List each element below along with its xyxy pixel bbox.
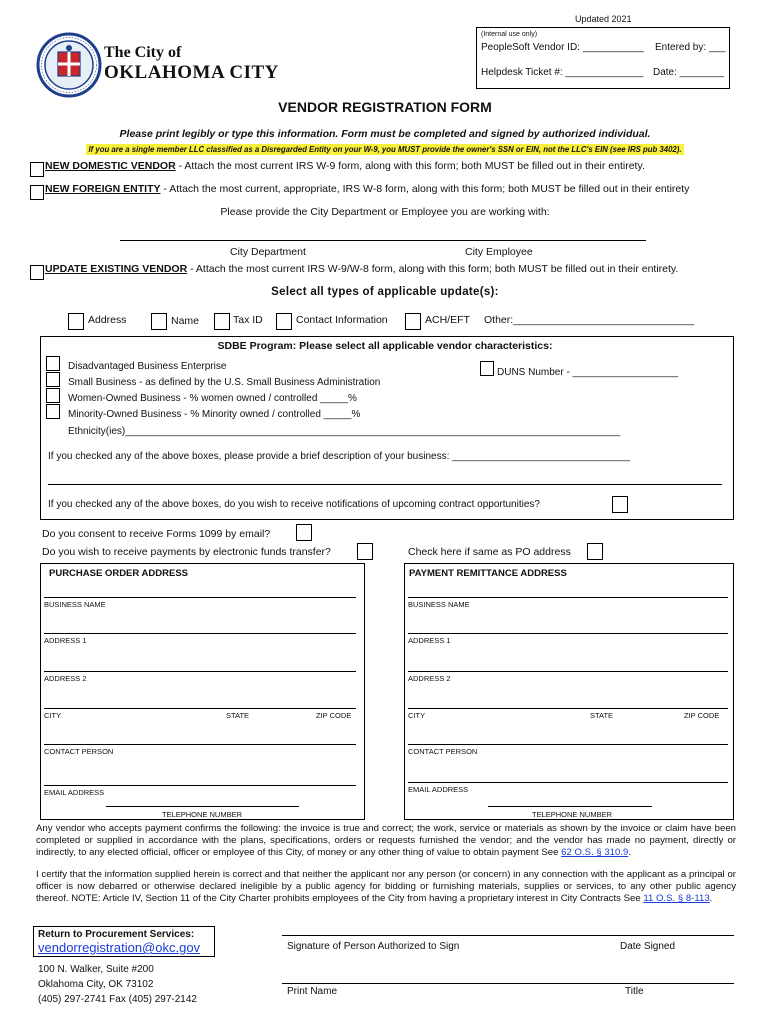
city-employee-label: City Employee [465, 246, 533, 258]
remit-address2-line[interactable] [408, 671, 728, 672]
payment-confirmation-text: Any vendor who accepts payment confirms the following: the invoice is true and correct; the work, service or materials as shown by the invoice or claim have been completed or supplied in accordance with the plans, specifications, orders or requests furnished the vendor; and the vendor has made no payment, directly or indirectly, to any elected official, officer or employee of this City, of money or any other thing of value to obtain payment See [36, 823, 736, 858]
eft-question: Do you wish to receive payments by electronic funds transfer? [42, 546, 331, 558]
title-label: Title [625, 986, 644, 997]
internal-use-box [476, 27, 730, 89]
same-as-po-checkbox[interactable] [587, 543, 603, 560]
city-name-line1: The City of [104, 44, 182, 61]
update-name-label: Name [171, 315, 200, 327]
remit-contact-line[interactable] [408, 744, 728, 745]
sdbe-item-minority-owned[interactable]: Minority-Owned Business - % Minority owned / controlled _____% [68, 409, 361, 420]
signature-label: Signature of Person Authorized to Sign [287, 941, 460, 952]
po-business-name-line[interactable] [44, 597, 356, 598]
update-tax-id-label: Tax ID [233, 314, 263, 326]
po-phone-label: TELEPHONE NUMBER [162, 810, 243, 819]
update-contact-checkbox[interactable] [276, 313, 292, 330]
city-department-label: City Department [230, 246, 306, 258]
update-ach-label: ACH/EFT [425, 314, 470, 326]
remit-city-line[interactable] [408, 708, 728, 709]
po-city-line[interactable] [44, 708, 356, 709]
helpdesk-ticket-field[interactable]: Helpdesk Ticket #: ______________ [481, 67, 644, 78]
duns-number-field[interactable]: DUNS Number - ___________________ [497, 367, 679, 378]
po-business-name-label: BUSINESS NAME [44, 600, 106, 609]
sdbe-women-owned-checkbox[interactable] [46, 388, 60, 403]
city-seal [36, 32, 102, 98]
remit-business-name-label: BUSINESS NAME [408, 600, 470, 609]
llc-note: If you are a single member LLC classified as a Disregarded Entity on your W-9, you MUST provide the owner's SSN or EIN, not the LLC's EIN (see IRS pub 3402). [88, 145, 682, 154]
po-address2-line[interactable] [44, 671, 356, 672]
certification-end: . [709, 892, 713, 904]
po-email-line[interactable] [44, 785, 356, 786]
eft-checkbox[interactable] [357, 543, 373, 560]
update-types-heading: Select all types of applicable update(s): [271, 286, 499, 298]
statute-62-link[interactable]: 62 O.S. § 310.9 [561, 846, 629, 858]
print-name-label: Print Name [287, 986, 338, 997]
po-zip-label: ZIP CODE [316, 711, 352, 720]
vendor-id-field[interactable]: PeopleSoft Vendor ID: ___________ [481, 42, 644, 53]
remit-heading: PAYMENT REMITTANCE ADDRESS [409, 568, 567, 579]
payment-confirmation-paragraph [36, 823, 736, 858]
update-address-checkbox[interactable] [68, 313, 84, 330]
sdbe-item-small-business: Small Business - as defined by the U.S. Small Business Administration [68, 377, 381, 388]
sdbe-heading: SDBE Program: Please select all applicable vendor characteristics: [217, 340, 553, 352]
updated-label: Updated 2021 [575, 14, 632, 24]
statute-11-link[interactable]: 11 O.S. § 8-113 [643, 892, 710, 904]
certification-paragraph [36, 869, 736, 904]
remit-email-label: EMAIL ADDRESS [408, 785, 469, 794]
department-prompt: Please provide the City Department or Employee you are working with: [220, 206, 550, 218]
print-name-line[interactable] [282, 983, 734, 984]
sdbe-item-dbe: Disadvantaged Business Enterprise [68, 361, 227, 372]
update-address-label: Address [88, 314, 127, 326]
internal-use-label: (Internal use only) [481, 31, 538, 38]
po-address1-label: ADDRESS 1 [44, 636, 87, 645]
vendor-registration-email-link[interactable]: vendorregistration@okc.gov [38, 940, 201, 955]
business-description-line-2[interactable] [48, 484, 722, 485]
new-foreign-entity-row [45, 183, 689, 195]
po-heading: PURCHASE ORDER ADDRESS [49, 568, 188, 579]
remit-address1-label: ADDRESS 1 [408, 636, 451, 645]
new-foreign-entity-checkbox[interactable] [30, 185, 44, 200]
update-existing-vendor-text: - Attach the most current IRS W-9/W-8 form, along with this form; both MUST be filled out in their entirety. [187, 263, 679, 275]
sdbe-item-women-owned[interactable]: Women-Owned Business - % women owned / controlled _____% [68, 393, 357, 404]
date-field[interactable]: Date: ________ [653, 67, 725, 78]
remit-state-label: STATE [590, 711, 614, 720]
update-ach-checkbox[interactable] [405, 313, 421, 330]
new-domestic-vendor-label: NEW DOMESTIC VENDOR [45, 160, 176, 172]
new-domestic-vendor-checkbox[interactable] [30, 162, 44, 177]
sdbe-small-business-checkbox[interactable] [46, 372, 60, 387]
new-domestic-vendor-row [45, 160, 645, 172]
remit-phone-line[interactable] [488, 806, 652, 807]
update-tax-id-checkbox[interactable] [214, 313, 230, 330]
update-contact-label: Contact Information [296, 314, 388, 326]
po-email-label: EMAIL ADDRESS [44, 788, 105, 797]
certification-text: I certify that the information supplied herein is correct and that neither the applicant nor any person (or concern) in any connection with the applicant as a principal or officer is now debarred or otherwise declared ineligible by a public agency for bidding or furnishing materials, supplies or services, to any other public agency thereof. NOTE: Article IV, Section 11 of the City Charter prohibits employees of the City from having a proprietary interest in City Contracts See [36, 869, 736, 904]
update-other-field[interactable]: Other:_______________________________ [484, 314, 695, 326]
duns-checkbox[interactable] [480, 361, 494, 376]
same-as-po-label: Check here if same as PO address [408, 546, 571, 558]
po-contact-line[interactable] [44, 744, 356, 745]
remit-city-label: CITY [408, 711, 426, 720]
remit-phone-label: TELEPHONE NUMBER [532, 810, 613, 819]
new-domestic-vendor-text: - Attach the most current IRS W-9 form, along with this form; both MUST be filled out in their entirety. [175, 160, 645, 172]
ethnicity-field[interactable]: Ethnicity(ies)_________________________________________________________________________________________ [68, 426, 621, 437]
forms-1099-checkbox[interactable] [296, 524, 312, 541]
po-state-label: STATE [226, 711, 250, 720]
return-to-box [33, 926, 215, 957]
po-city-label: CITY [44, 711, 62, 720]
sdbe-minority-owned-checkbox[interactable] [46, 404, 60, 419]
po-phone-line[interactable] [106, 806, 299, 807]
po-address1-line[interactable] [44, 633, 356, 634]
department-employee-line[interactable] [120, 240, 646, 241]
remit-address1-line[interactable] [408, 633, 728, 634]
business-description-field[interactable]: If you checked any of the above boxes, please provide a brief description of your business: ________________________________ [48, 451, 631, 462]
remit-contact-label: CONTACT PERSON [408, 747, 478, 756]
remit-email-line[interactable] [408, 782, 728, 783]
date-signed-label: Date Signed [620, 941, 676, 952]
procurement-address-line1: 100 N. Walker, Suite #200 [38, 964, 154, 975]
remit-business-name-line[interactable] [408, 597, 728, 598]
update-name-checkbox[interactable] [151, 313, 167, 330]
signature-line[interactable] [282, 935, 734, 936]
remit-address2-label: ADDRESS 2 [408, 674, 451, 683]
new-foreign-entity-text: - Attach the most current, appropriate, IRS W-8 form, along with this form; both MUST be filled out in their entirety [160, 183, 690, 195]
notifications-question: If you checked any of the above boxes, do you wish to receive notifications of upcoming contract opportunities? [48, 499, 540, 510]
return-to-label: Return to Procurement Services: [38, 929, 195, 940]
po-address2-label: ADDRESS 2 [44, 674, 87, 683]
procurement-phone-fax: (405) 297-2741 Fax (405) 297-2142 [38, 994, 197, 1005]
update-existing-vendor-row [45, 263, 678, 275]
procurement-address-line2: Oklahoma City, OK 73102 [38, 979, 154, 990]
update-existing-vendor-label: UPDATE EXISTING VENDOR [45, 263, 188, 275]
new-foreign-entity-label: NEW FOREIGN ENTITY [45, 183, 161, 195]
po-contact-label: CONTACT PERSON [44, 747, 114, 756]
city-name-line2: OKLAHOMA CITY [104, 62, 279, 83]
notifications-checkbox[interactable] [612, 496, 628, 513]
remit-zip-label: ZIP CODE [684, 711, 720, 720]
sdbe-dbe-checkbox[interactable] [46, 356, 60, 371]
update-existing-vendor-checkbox[interactable] [30, 265, 44, 280]
instruction-text: Please print legibly or type this information. Form must be completed and signed by authorized individual. [119, 128, 651, 140]
forms-1099-question: Do you consent to receive Forms 1099 by email? [42, 528, 271, 540]
entered-by-field[interactable]: Entered by: ___ [655, 42, 726, 53]
payment-confirmation-end: . [628, 846, 631, 858]
form-title: VENDOR REGISTRATION FORM [278, 99, 492, 115]
